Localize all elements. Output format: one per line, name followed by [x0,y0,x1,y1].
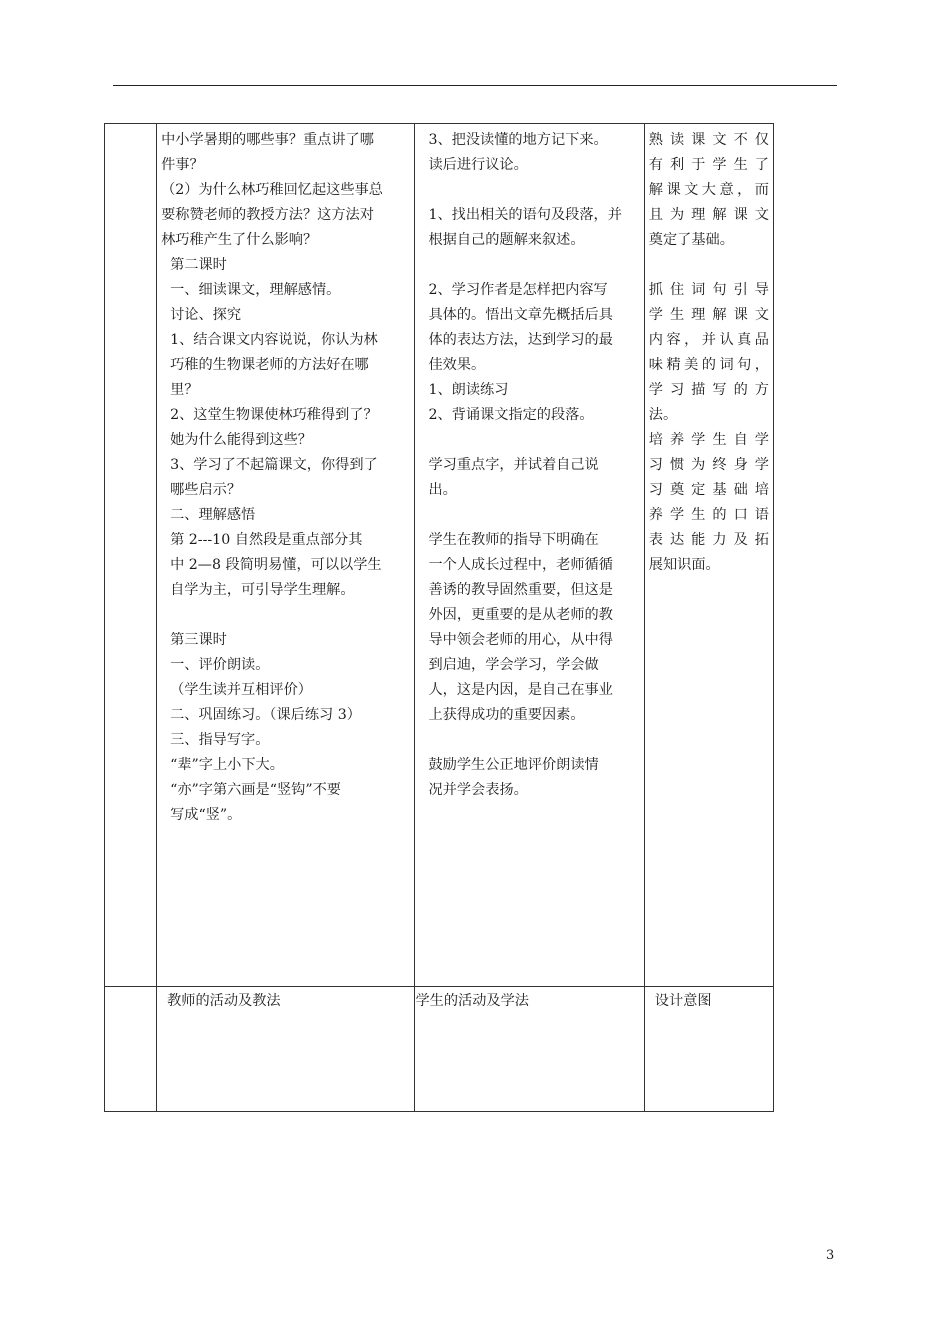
teacher-line: 二、理解感悟 [170,507,256,523]
student-line: 况并学会表扬。 [428,782,528,798]
student-line: 鼓励学生公正地评价朗读情 [428,757,599,773]
student-activity-cell [415,124,644,987]
student-line [419,253,639,278]
design-line: 内容，并认真品 [648,332,769,348]
teacher-line: （2）为什么林巧稚回忆起这些事总 [161,182,383,198]
teacher-line: 第二课时 [170,257,227,273]
design-line: 展知识面。 [648,557,720,573]
student-line: 出。 [428,482,457,498]
student-line: 读后进行议论。 [428,157,528,173]
blank-footer-cell [105,987,157,1112]
design-line: 习惯为终身学 [648,457,769,473]
teacher-line: （学生读并互相评价） [170,682,312,698]
design-line: 味精美的词句， [648,357,769,373]
teacher-line: 巧稚的生物课老师的方法好在哪 [170,357,369,373]
teacher-line: 第三课时 [170,632,227,648]
footer-student-label: 学生的活动及学法 [415,993,529,1009]
teacher-line: 她为什么能得到这些？ [170,432,312,448]
teacher-line: 第 2---10 自然段是重点部分其 [170,532,363,548]
student-line: 人，这是内因，是自己在事业 [428,682,613,698]
student-line: 外因，更重要的是从老师的教 [428,607,613,623]
design-line: 学生理解课文 [648,307,769,323]
design-intent-text [645,124,773,578]
design-line: 且为理解课文 [648,207,769,223]
teacher-line: 自学为主，可引导学生理解。 [170,582,355,598]
student-line [419,428,639,453]
teacher-line: 中小学暑期的哪些事？重点讲了哪 [161,132,374,148]
footer-student-cell [415,987,644,1112]
page-number: 3 [826,1248,835,1263]
teacher-line [161,603,410,628]
table-row-content [105,124,774,987]
design-intent-cell [644,124,773,987]
student-line: 一个人成长过程中，老师循循 [428,557,613,573]
student-line: 3、把没读懂的地方记下来。 [428,132,608,148]
lesson-plan-table [104,123,774,1112]
footer-design-label: 设计意图 [654,993,712,1009]
teacher-line: “亦”字第六画是“竖钩”不要 [170,782,341,798]
design-line: 培养学生自学 [648,432,769,448]
student-line: 2、背诵课文指定的段落。 [428,407,594,423]
teacher-line: 2、这堂生物课使林巧稚得到了？ [170,407,378,423]
blank-label-cell [105,124,157,987]
teacher-line: 中 2—8 段简明易懂，可以以学生 [170,557,382,573]
student-line: 具体的。悟出文章先概括后具 [428,307,613,323]
teacher-line: 哪些启示？ [170,482,242,498]
teacher-line: 写成“竖”。 [170,807,242,823]
teacher-line: 三、指导写字。 [170,732,270,748]
teacher-line: 一、评价朗读。 [170,657,270,673]
table-row-footer [105,987,774,1112]
teacher-line: 林巧稚产生了什么影响？ [161,232,318,248]
design-line: 有利于学生了 [648,157,769,173]
teacher-line: 一、细读课文，理解感情。 [170,282,341,298]
student-line: 1、朗读练习 [428,382,509,398]
design-line: 养学生的口语 [648,507,769,523]
student-line: 佳效果。 [428,357,486,373]
design-line: 解课文大意，而 [648,182,769,198]
student-line: 导中领会老师的用心，从中得 [428,632,613,648]
footer-teacher-label: 教师的活动及教法 [167,993,281,1009]
teacher-line: 里？ [170,382,199,398]
teacher-activity-cell [157,124,415,987]
header-rule [113,85,837,86]
design-line: 习奠定基础培 [648,482,769,498]
design-line: 熟读课文不仅 [648,132,769,148]
design-line: 奠定了基础。 [648,232,734,248]
teacher-line: 要称赞老师的教授方法？这方法对 [161,207,374,223]
footer-design-cell [644,987,773,1112]
student-line: 2、学习作者是怎样把内容写 [428,282,608,298]
student-line: 学习重点字，并试着自己说 [428,457,599,473]
student-line: 上获得成功的重要因素。 [428,707,585,723]
student-line [419,503,639,528]
student-line: 善诱的教导固然重要，但这是 [428,582,613,598]
student-line [419,728,639,753]
design-line: 抓住词句引导 [648,282,769,298]
design-line: 学习描写的方 [648,382,769,398]
student-line: 学生在教师的指导下明确在 [428,532,599,548]
footer-teacher-cell [157,987,415,1112]
teacher-line: 1、结合课文内容说说，你认为林 [170,332,378,348]
design-line [649,253,769,278]
design-line: 表达能力及拓 [648,532,769,548]
teacher-line: 讨论、探究 [170,307,242,323]
student-line: 体的表达方法，达到学习的最 [428,332,613,348]
student-line [419,178,639,203]
student-line: 根据自己的题解来叙述。 [428,232,585,248]
teacher-line: 二、巩固练习。（课后练习 3） [170,707,361,723]
student-line: 1、找出相关的语句及段落，并 [428,207,622,223]
teacher-line: 3、学习了不起篇课文，你得到了 [170,457,378,473]
teacher-line: 件事？ [161,157,204,173]
design-line: 法。 [648,407,678,423]
student-line: 到启迪，学会学习，学会做 [428,657,599,673]
teacher-activity-text [157,124,414,828]
student-activity-text [415,124,643,803]
teacher-line: “辈”字上小下大。 [170,757,284,773]
